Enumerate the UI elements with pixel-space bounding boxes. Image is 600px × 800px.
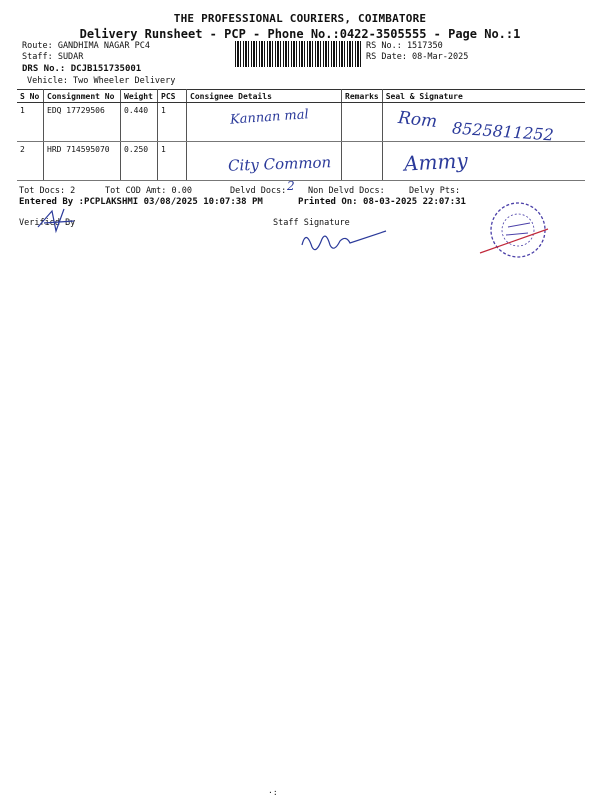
cell-pcs: 1: [158, 103, 187, 142]
handwritten-phone: 8525811252: [451, 118, 555, 145]
col-consignment: Consignment No: [44, 90, 121, 103]
vehicle-label: Vehicle: Two Wheeler Delivery: [27, 76, 176, 86]
col-pcs: PCS: [158, 90, 187, 103]
delivery-points: Delvy Pts:: [409, 186, 461, 196]
col-weight: Weight: [121, 90, 158, 103]
handwritten-delivered-count: 2: [287, 179, 295, 193]
table-header-row: [17, 90, 585, 103]
handwritten-signature-1: Rom: [397, 108, 439, 132]
staff-signature-label: Staff Signature: [273, 218, 350, 228]
company-title: THE PROFESSIONAL COURIERS, COIMBATORE: [173, 12, 427, 25]
handwritten-consignee-2: City Common: [227, 153, 332, 175]
cell-remarks: [342, 103, 383, 142]
printed-on: Printed On: 08-03-2025 22:07:31: [298, 197, 466, 207]
rs-number: RS No.: 1517350: [366, 41, 443, 51]
barcode: [235, 41, 361, 67]
drs-number: DRS No.: DCJB151735001: [22, 64, 142, 74]
verified-by-label: Verified By: [19, 218, 76, 228]
cell-consignment: HRD 714595070: [44, 142, 121, 181]
col-seal-signature: Seal & Signature: [382, 90, 585, 103]
cell-remarks: [342, 142, 383, 181]
entered-by: Entered By :PCPLAKSHMI 03/08/2025 10:07:38 PM: [19, 197, 263, 207]
cell-weight: 0.250: [121, 142, 158, 181]
route-label: Route: GANDHIMA NAGAR PC4: [22, 41, 150, 51]
runsheet-subtitle: Delivery Runsheet - PCP - Phone No.:0422-3505555 - Page No.:1: [79, 27, 521, 41]
cell-weight: 0.440: [121, 103, 158, 142]
non-delivered-docs: Non Delvd Docs:: [308, 186, 385, 196]
total-docs: Tot Docs: 2: [19, 186, 76, 196]
seal-stamp: [478, 197, 558, 267]
col-sno: S No: [17, 90, 44, 103]
rs-date: RS Date: 08-Mar-2025: [366, 52, 469, 62]
staff-label: Staff: SUDAR: [22, 52, 84, 62]
staff-signature-scribble: [296, 225, 396, 265]
col-remarks: Remarks: [342, 90, 383, 103]
verified-signature-scribble: [34, 205, 94, 235]
cell-sno: 2: [17, 142, 44, 181]
col-consignee: Consignee Details: [187, 90, 342, 103]
delivered-docs: Delvd Docs:: [230, 186, 287, 196]
handwritten-consignee-1: Kannan mal: [229, 107, 310, 128]
handwritten-signature-2: Ammy: [403, 148, 469, 176]
scan-mark: ·:: [268, 788, 278, 797]
cell-consignment: EDQ 17729506: [44, 103, 121, 142]
cell-sno: 1: [17, 103, 44, 142]
total-cod: Tot COD Amt: 0.00: [105, 186, 192, 196]
cell-pcs: 1: [158, 142, 187, 181]
